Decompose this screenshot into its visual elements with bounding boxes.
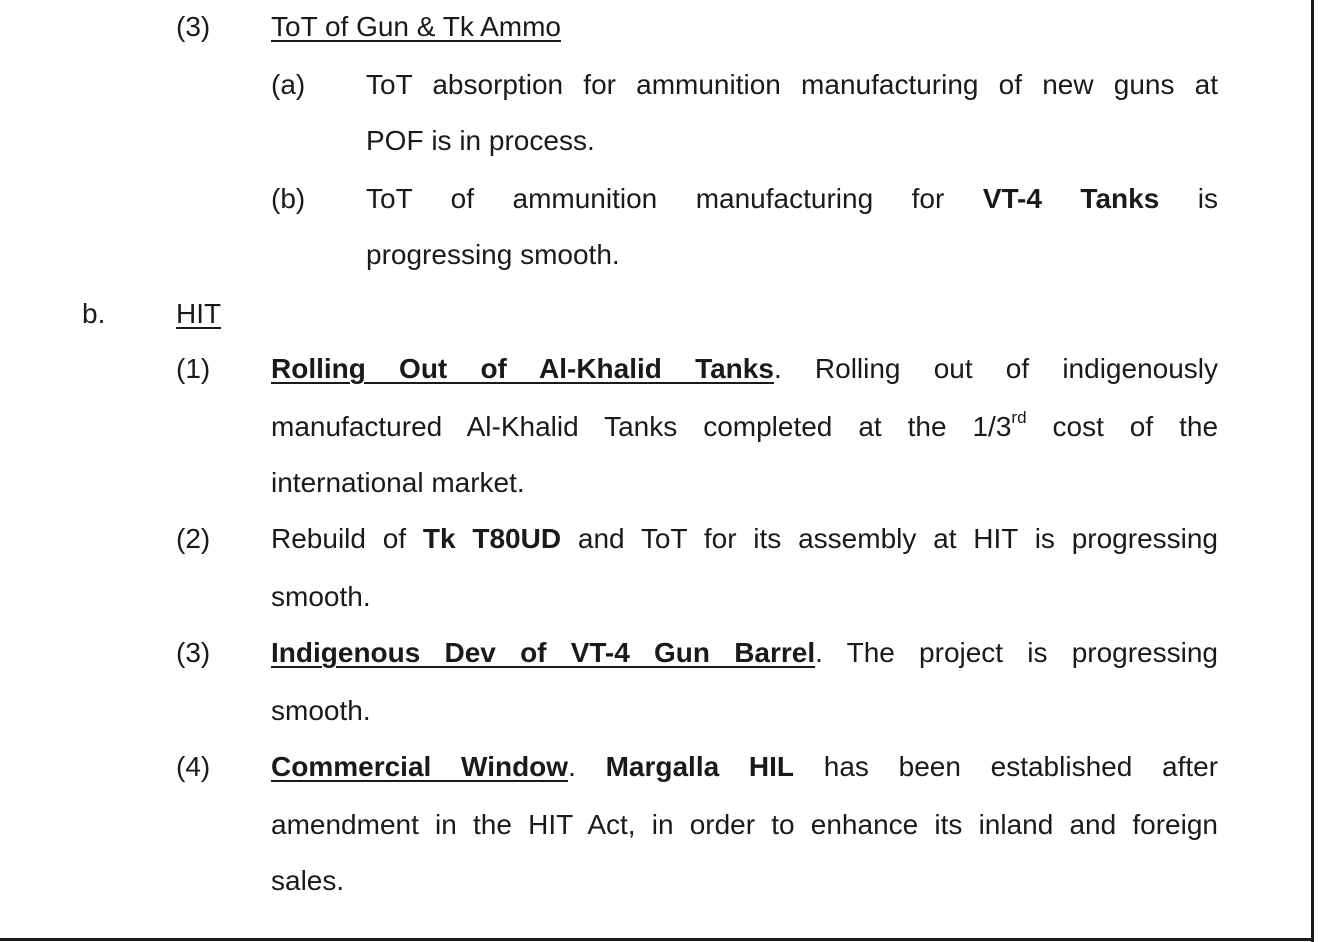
item-number: (2) [176,523,211,554]
inline-heading: Indigenous Dev of VT-4 Gun Barrel [271,637,816,668]
section-heading: HIT [176,298,222,329]
paragraph-line: international market. [271,467,525,498]
bold-text: VT-4 Tanks [982,183,1160,214]
paragraph-line: POF is in process. [366,125,595,156]
bold-text: Tk T80UD [422,523,562,554]
paragraph-line [271,408,1219,442]
item-number: (4) [176,751,211,782]
page-border-right [1311,0,1314,942]
text-run: and ToT for its assembly at HIT is progressing [577,523,1219,554]
paragraph-line [271,355,1218,383]
paragraph-line: sales. [271,865,345,896]
section-heading: ToT of Gun & Tk Ammo [271,11,561,42]
text-run: is [1197,183,1219,214]
inline-heading: Commercial Window [271,751,569,782]
text-run: . [568,751,576,782]
paragraph-line [271,525,1218,553]
text-run: The project is progressing [846,637,1218,668]
text-run: has been established after [823,751,1219,782]
paragraph-line: amendment in the HIT Act, in order to enhance its inland and foreign [271,809,1218,840]
item-number: (3) [176,11,211,42]
section-label: b. [82,298,106,329]
text-run: manufactured Al-Khalid Tanks completed at the 1/3 [271,411,1012,442]
paragraph-line [366,185,1218,213]
text-run: ToT of ammunition manufacturing for [366,183,945,214]
page-border-bottom [0,938,1314,941]
item-number: (3) [176,637,211,668]
text-run: Rebuild of [271,523,407,554]
paragraph-line: ToT absorption for ammunition manufacturing of new guns at [366,69,1218,100]
superscript: rd [1011,408,1027,427]
sub-item-label: (b) [271,183,306,214]
paragraph-line: progressing smooth. [366,239,620,270]
paragraph-line [271,753,1218,781]
text-run: Rolling out of indigenously [814,353,1218,384]
item-number: (1) [176,353,211,384]
paragraph-line: smooth. [271,695,371,726]
bold-text: Margalla HIL [605,751,795,782]
inline-heading: Rolling Out of Al-Khalid Tanks [271,353,774,384]
text-run: . [815,637,823,668]
paragraph-line: smooth. [271,581,371,612]
text-run: cost of the [1052,411,1219,442]
text-run: . [773,353,782,384]
sub-item-label: (a) [271,69,306,100]
paragraph-line [271,639,1218,667]
